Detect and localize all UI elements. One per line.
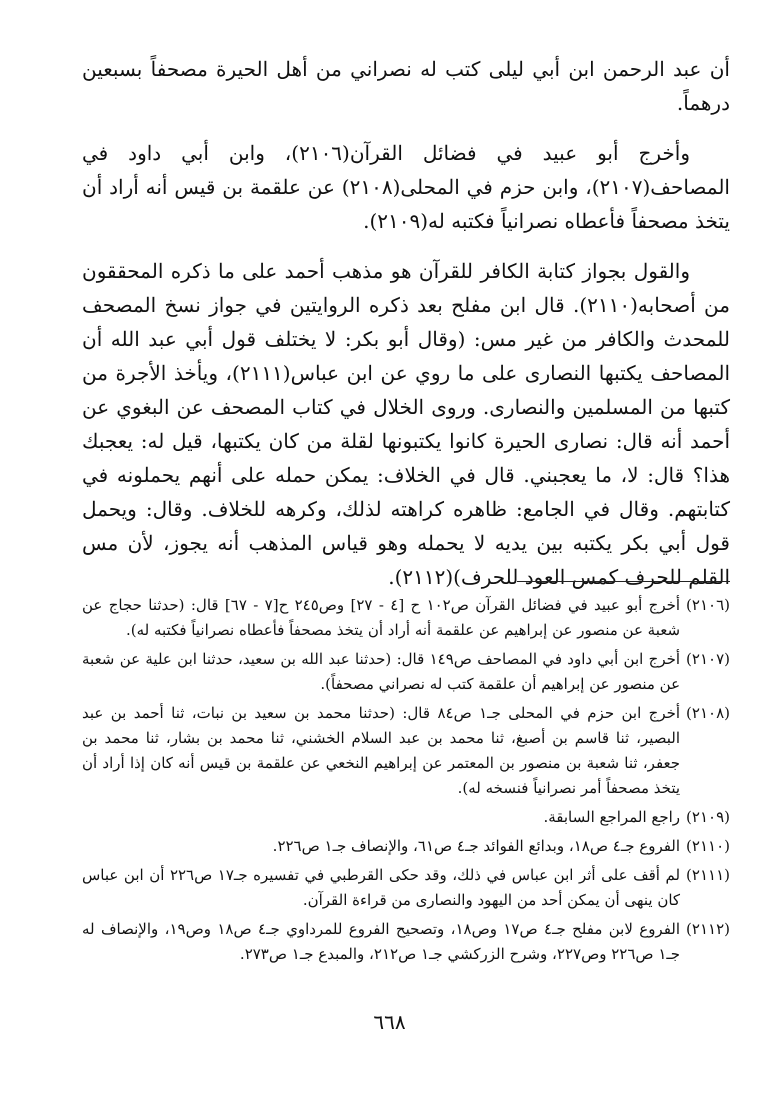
main-text xyxy=(82,52,730,594)
footnote-text: الفروع لابن مفلح جـ٤ ص١٧ وص١٨، وتصحيح الفروع للمرداوي جـ٤ ص١٨ وص١٩، والإنصاف له جـ١ ص٢٢٦ وص٢٢٧، وشرح الزركشي جـ١ ص٢١٢، والمبدع جـ١ ص٢٧٣. xyxy=(82,920,681,963)
footnote-number: (٢١١٠) xyxy=(686,837,730,855)
footnote-text: الفروع جـ٤ ص١٨، وبدائع الفوائد جـ٤ ص٦١، والإنصاف جـ١ ص٢٢٦. xyxy=(272,837,681,855)
footnote-2108 xyxy=(82,701,730,801)
footnote-2106 xyxy=(82,593,730,643)
footnotes xyxy=(82,593,730,971)
footnote-text: أخرج أبو عبيد في فضائل القرآن ص١٠٢ ح [٤ - ٢٧] وص٢٤٥ ح[٧ - ٦٧] قال: (حدثنا حجاج عن شعبة عن منصور عن إبراهيم عن علقمة أنه أراد أن يتخذ مصحفاً فأعطاه نصرانياً فكتبه له). xyxy=(82,596,681,639)
footnote-number: (٢١١٢) xyxy=(686,920,730,938)
footnote-2112 xyxy=(82,917,730,967)
footnote-text: راجع المراجع السابقة. xyxy=(543,808,681,826)
paragraph-3: والقول بجواز كتابة الكافر للقرآن هو مذهب أحمد على ما ذكره المحققون من أصحابه(٢١١٠). قال ابن مفلح بعد ذكره الروايتين في جواز نسخ المصحف للمحدث والكافر من غير مس: (وقال أبو بكر: لا يختلف قول أبي عبد الله أن المصاحف يكتبها النصارى على ما روي عن ابن عباس(٢١١١)، ويأخذ الأجرة من كتبها من المسلمين والنصارى. وروى الخلال في كتاب المصحف عن البغوي عن أحمد أنه قال: نصارى الحيرة كانوا يكتبونها لقلة من كان يكتبها، قيل له: يعجبك هذا؟ قال: لا، ما يعجبني. قال في الخلاف: يمكن حمله على أنهم يحملونه في كتابتهم. وقال في الجامع: ظاهره كراهته لذلك، وكرهه للخلاف. وقال: ويحمل قول أبي بكر يكتبه بين يديه لا يحمله وهو قياس المذهب أنه يجوز، لأن مس القلم للحرف كمس العود للحرف)(٢١١٢). xyxy=(82,259,730,589)
footnote-number: (٢١٠٦) xyxy=(686,596,730,614)
page-number: ٦٦٨ xyxy=(373,1010,406,1034)
footnote-2110 xyxy=(82,834,730,859)
footnote-number: (٢١١١) xyxy=(686,866,730,884)
footnote-number: (٢١٠٩) xyxy=(686,808,730,826)
footnote-2111 xyxy=(82,863,730,913)
footnote-separator xyxy=(517,581,730,582)
footnote-text: أخرج ابن أبي داود في المصاحف ص١٤٩ قال: (حدثنا عبد الله بن سعيد، حدثنا ابن علية عن شعبة عن منصور عن إبراهيم أن علقمة كتب له نصراني مصحفاً). xyxy=(82,650,681,693)
footnote-text: لم أقف على أثر ابن عباس في ذلك، وقد حكى القرطبي في تفسيره جـ١٧ ص٢٢٦ أن ابن عباس كان ينهى أن يمكن أحد من اليهود والنصارى من قراءة القرآن. xyxy=(82,866,681,909)
footnote-2109 xyxy=(82,805,730,830)
footnote-text: أخرج ابن حزم في المحلى جـ١ ص٨٤ قال: (حدثنا محمد بن سعيد بن نبات، ثنا أحمد بن عبد البصير، ثنا قاسم بن أصبغ، ثنا محمد بن عبد السلام الخشني، ثنا محمد بن بشار، ثنا محمد بن جعفر، ثنا شعبة بن منصور بن المعتمر عن إبراهيم النخعي عن علقمة بن قيس أنه كان إذا أراد أن يتخذ مصحفاً أمر نصرانياً فنسخه له). xyxy=(82,704,681,797)
paragraph-1: أن عبد الرحمن ابن أبي ليلى كتب له نصراني من أهل الحيرة مصحفاً بسبعين درهماً. xyxy=(82,57,730,115)
footnote-2107 xyxy=(82,647,730,697)
footnote-number: (٢١٠٨) xyxy=(686,704,730,722)
footnote-number: (٢١٠٧) xyxy=(686,650,730,668)
paragraph-2: وأخرج أبو عبيد في فضائل القرآن(٢١٠٦)، وابن أبي داود في المصاحف(٢١٠٧)، وابن حزم في المحلى(٢١٠٨) عن علقمة بن قيس أنه أراد أن يتخذ مصحفاً فأعطاه نصرانياً فكتبه له(٢١٠٩). xyxy=(82,141,730,233)
